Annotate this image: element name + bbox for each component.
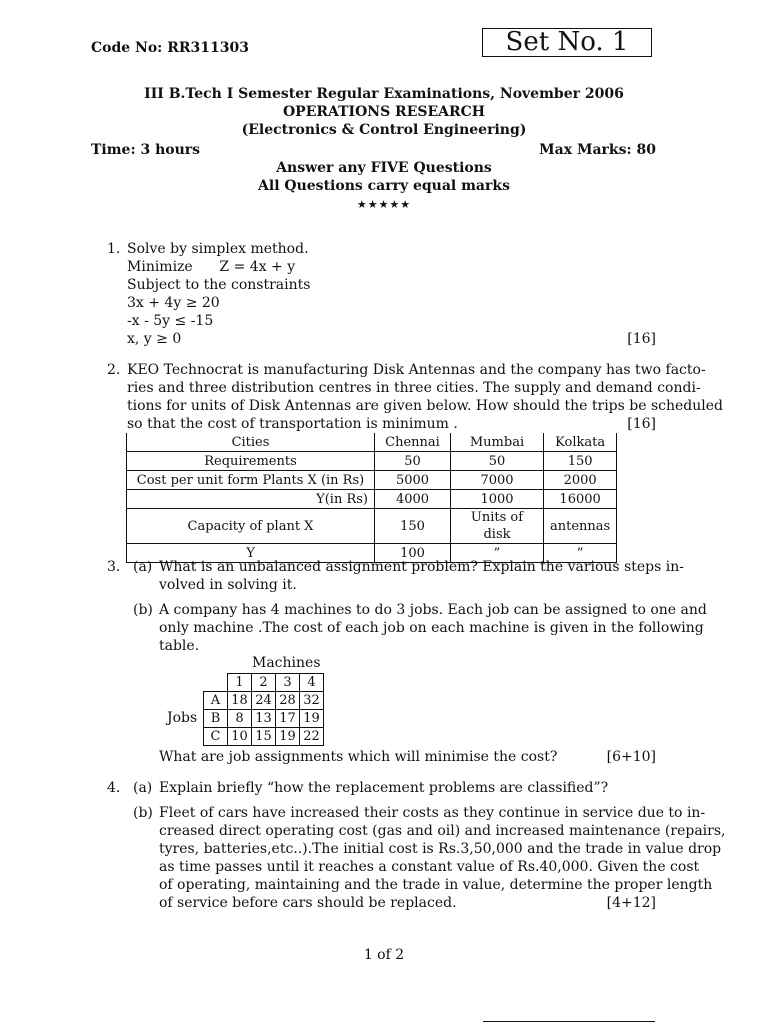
subject-title: OPERATIONS RESEARCH <box>282 104 486 120</box>
table-cell: Kolkata <box>544 433 617 452</box>
q4b-line: of operating, maintaining and the trade in value, determine the proper length <box>159 877 713 893</box>
table-row <box>204 692 324 710</box>
q3-marks: [6+10] <box>606 749 656 765</box>
table-cell: 2000 <box>544 471 617 490</box>
q2-number: 2. <box>107 362 121 378</box>
table-cell: Mumbai <box>451 433 544 452</box>
table-cell: 8 <box>228 710 252 728</box>
table-cell: 3 <box>276 674 300 692</box>
page-number: 1 of 2 <box>363 947 405 963</box>
table-cell: 150 <box>375 509 451 544</box>
q1-line: Minimize Z = 4x + y <box>127 259 296 275</box>
table-cell: 15 <box>252 728 276 746</box>
table-cell: Chennai <box>375 433 451 452</box>
table-cell: 1000 <box>451 490 544 509</box>
q4b-label: (b) <box>133 805 153 821</box>
table-cell: Units of disk <box>451 509 544 544</box>
q3b-line: A company has 4 machines to do 3 jobs. Each job can be assigned to one and <box>159 602 707 618</box>
table-cell: A <box>204 692 228 710</box>
table-cell: B <box>204 710 228 728</box>
table-cell: ” <box>451 544 544 563</box>
table-cell: 24 <box>252 692 276 710</box>
q3a-line: volved in solving it. <box>159 577 297 593</box>
q2-line: tions for units of Disk Antennas are given below. How should the trips be scheduled <box>127 398 723 414</box>
table-cell: 5000 <box>375 471 451 490</box>
max-marks-label: Max Marks: 80 <box>539 142 656 158</box>
table-row <box>127 471 617 490</box>
q4a-label: (a) <box>133 780 153 796</box>
code-number: Code No: RR311303 <box>91 40 249 56</box>
table-cell: 22 <box>300 728 324 746</box>
q1-line: Subject to the constraints <box>127 277 311 293</box>
table-cell: Y <box>127 544 375 563</box>
table-cell: 19 <box>300 710 324 728</box>
table-cell: 150 <box>544 452 617 471</box>
table-cell <box>204 674 228 692</box>
q1-marks: [16] <box>627 331 656 347</box>
table-cell: 16000 <box>544 490 617 509</box>
bottom-rule <box>483 1021 655 1022</box>
table-cell: Requirements <box>127 452 375 471</box>
table-cell: Cities <box>127 433 375 452</box>
q3b-label: (b) <box>133 602 153 618</box>
table-cell: 4 <box>300 674 324 692</box>
table-cell: 2 <box>252 674 276 692</box>
q4b-line: as time passes until it reaches a constant value of Rs.40,000. Given the cost <box>159 859 700 875</box>
q4-number: 4. <box>107 780 121 796</box>
table-cell: 100 <box>375 544 451 563</box>
q2-line: ries and three distribution centres in three cities. The supply and demand condi- <box>127 380 701 396</box>
q4b-line: creased direct operating cost (gas and oil) and increased maintenance (repairs, <box>159 823 726 839</box>
table-cell: antennas <box>544 509 617 544</box>
q3b-line: table. <box>159 638 200 654</box>
time-label: Time: 3 hours <box>91 142 201 158</box>
q3a-line: What is an unbalanced assignment problem? Explain the various steps in- <box>159 559 684 575</box>
q3-number: 3. <box>107 559 121 575</box>
table-cell: 7000 <box>451 471 544 490</box>
table-row <box>127 490 617 509</box>
q2-line: KEO Technocrat is manufacturing Disk Antennas and the company has two facto- <box>127 362 706 378</box>
q3b-line: only machine .The cost of each job on each machine is given in the following <box>159 620 704 636</box>
jobs-label: Jobs <box>167 710 198 726</box>
q1-line: Solve by simplex method. <box>127 241 309 257</box>
exam-title: III B.Tech I Semester Regular Examinations, November 2006 <box>144 86 624 102</box>
transport-table <box>126 433 617 563</box>
table-row <box>204 710 324 728</box>
q1-line: x, y ≥ 0 <box>127 331 182 347</box>
q1-line: 3x + 4y ≥ 20 <box>127 295 220 311</box>
table-cell: Y(in Rs) <box>127 490 375 509</box>
q2-line: so that the cost of transportation is minimum . <box>127 416 458 432</box>
q3a-label: (a) <box>133 559 153 575</box>
table-row <box>204 728 324 746</box>
table-cell: 18 <box>228 692 252 710</box>
table-cell: Capacity of plant X <box>127 509 375 544</box>
table-cell: 50 <box>375 452 451 471</box>
assignment-table <box>203 673 324 746</box>
instruction-five: Answer any FIVE Questions <box>276 160 492 176</box>
q4b-line: tyres, batteries,etc..).The initial cost is Rs.3,50,000 and the trade in value drop <box>159 841 722 857</box>
table-cell: 4000 <box>375 490 451 509</box>
table-cell: C <box>204 728 228 746</box>
q1-number: 1. <box>107 241 121 257</box>
q1-line: -x - 5y ≤ -15 <box>127 313 214 329</box>
table-row <box>127 433 617 452</box>
table-row <box>204 674 324 692</box>
table-row <box>127 452 617 471</box>
table-cell: 19 <box>276 728 300 746</box>
machines-label: Machines <box>252 655 321 671</box>
stars-separator: ★★★★★ <box>356 198 412 211</box>
instruction-equal: All Questions carry equal marks <box>258 178 510 194</box>
q4b-line: Fleet of cars have increased their costs as they continue in service due to in- <box>159 805 706 821</box>
table-cell: 32 <box>300 692 324 710</box>
set-number-box: Set No. 1 <box>482 28 652 57</box>
table-row <box>127 509 617 544</box>
table-cell: 13 <box>252 710 276 728</box>
table-cell: 1 <box>228 674 252 692</box>
table-cell: ” <box>544 544 617 563</box>
q4a-text: Explain briefly “how the replacement problems are classified”? <box>159 780 609 796</box>
table-cell: 50 <box>451 452 544 471</box>
q3b-question: What are job assignments which will minimise the cost? <box>159 749 558 765</box>
q4-marks: [4+12] <box>606 895 656 911</box>
table-cell: 17 <box>276 710 300 728</box>
branch-title: (Electronics & Control Engineering) <box>241 122 527 138</box>
table-cell: 28 <box>276 692 300 710</box>
q2-marks: [16] <box>627 416 656 432</box>
table-cell: Cost per unit form Plants X (in Rs) <box>127 471 375 490</box>
q4b-line: of service before cars should be replaced. <box>159 895 457 911</box>
table-cell: 10 <box>228 728 252 746</box>
